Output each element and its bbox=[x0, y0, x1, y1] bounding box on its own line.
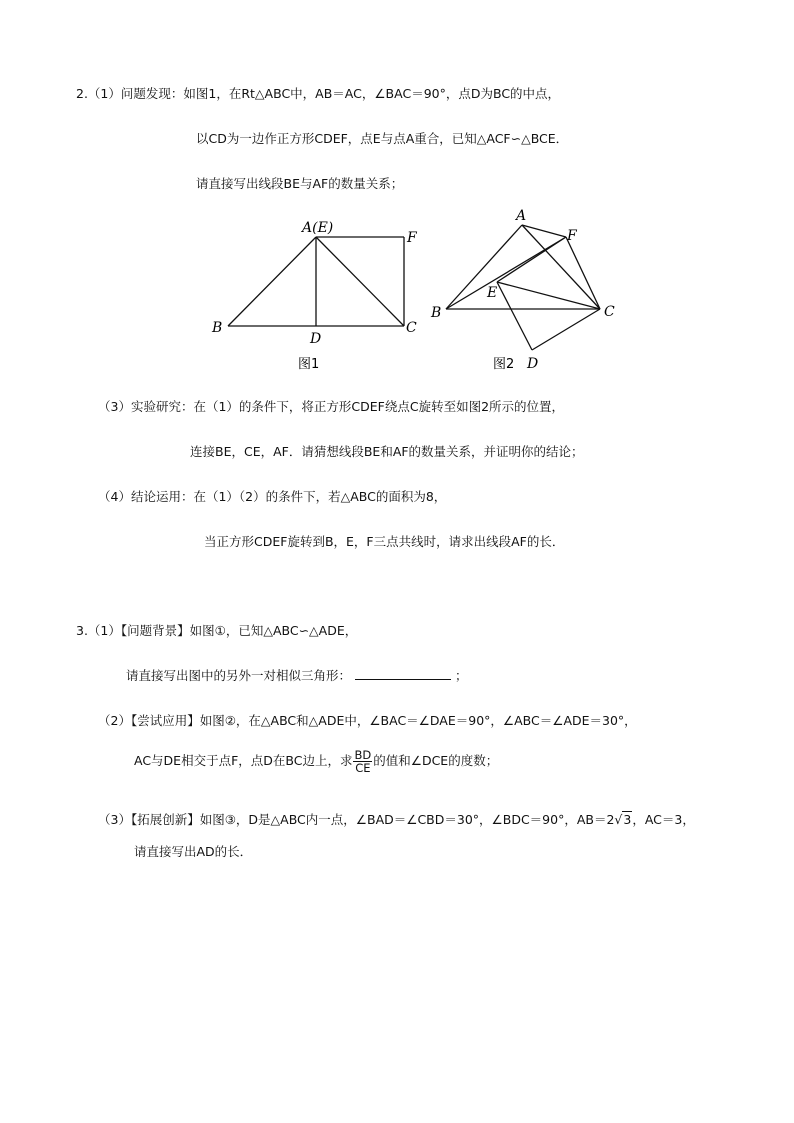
fig1-label-b: B bbox=[212, 320, 223, 336]
q2-line-6: （4）结论运用：在（1）（2）的条件下，若△ABC的面积为8， bbox=[98, 489, 447, 504]
q3-line-2 bbox=[126, 666, 468, 684]
fig1-caption: 图1 bbox=[298, 357, 320, 372]
q3-line-5-text: （3）【拓展创新】如图③，D是△ABC内一点，∠BAD＝∠CBD＝30°，∠BDC＝90°，AB＝2 bbox=[98, 812, 615, 827]
fig2-segment-ef bbox=[497, 237, 566, 282]
q3-line-3: （2）【尝试应用】如图②，在△ABC和△ADE中，∠BAC＝∠DAE＝90°，∠ABC＝∠ADE＝30°， bbox=[98, 713, 637, 728]
fig2-segment-dc bbox=[532, 309, 600, 350]
q3-line-6: 请直接写出AD的长． bbox=[134, 844, 253, 859]
q3-line-2-text: 请直接写出图中的另外一对相似三角形： bbox=[126, 668, 352, 683]
fig1-segment-ac bbox=[316, 237, 404, 326]
fraction-bd-over-ce bbox=[353, 749, 372, 774]
sqrt-expression bbox=[614, 812, 632, 827]
fig2-segment-ab bbox=[446, 225, 522, 309]
figure-2 bbox=[425, 205, 625, 375]
fig2-segment-fc bbox=[566, 237, 600, 309]
fig2-segment-ac bbox=[522, 225, 600, 309]
fig2-caption: 图2 bbox=[493, 357, 515, 372]
q2-line-2: 以CD为一边作正方形CDEF，点E与点A重合，已知△ACF∽△BCE． bbox=[196, 131, 569, 146]
q2-line-1: 2.（1）问题发现：如图1，在Rt△ABC中，AB＝AC，∠BAC＝90°，点D为BC的中点， bbox=[76, 86, 561, 101]
fig1-label-c: C bbox=[406, 320, 417, 336]
q3-line-2-end: ； bbox=[455, 668, 468, 683]
q2-line-7: 当正方形CDEF旋转到B，E，F三点共线时，请求出线段AF的长． bbox=[204, 534, 565, 549]
answer-blank[interactable] bbox=[355, 667, 451, 680]
q3-line-1: 3.（1）【问题背景】如图①，已知△ABC∽△ADE， bbox=[76, 623, 358, 638]
fig2-label-f: F bbox=[567, 228, 577, 244]
q2-line-5: 连接BE，CE，AF．请猜想线段BE和AF的数量关系，并证明你的结论； bbox=[190, 444, 584, 459]
fig1-segment-ab bbox=[228, 237, 316, 326]
q3-line-4-end: 的值和∠DCE的度数； bbox=[373, 753, 499, 768]
fig2-label-d: D bbox=[527, 356, 539, 372]
q2-line-4: （3）实验研究：在（1）的条件下，将正方形CDEF绕点C旋转至如图2所示的位置， bbox=[98, 399, 565, 414]
fig2-segment-af bbox=[522, 225, 566, 237]
fig2-segment-ed bbox=[497, 282, 532, 350]
fraction-numerator: BD bbox=[354, 748, 372, 762]
fig2-label-c: C bbox=[604, 304, 615, 320]
q3-line-5-end: ，AC＝3， bbox=[632, 812, 695, 827]
fig1-label-f: F bbox=[407, 230, 417, 246]
fig1-label-d: D bbox=[310, 331, 322, 347]
q2-line-3: 请直接写出线段BE与AF的数量关系； bbox=[196, 176, 404, 191]
fraction-denominator: CE bbox=[355, 761, 371, 775]
q3-line-4 bbox=[134, 749, 498, 774]
sqrt-radicand: 3 bbox=[623, 812, 632, 827]
fig1-label-a: A(E) bbox=[302, 220, 334, 236]
q3-line-5 bbox=[98, 810, 695, 828]
fig2-label-e: E bbox=[487, 285, 498, 301]
q3-line-4-text: AC与DE相交于点F，点D在BC边上，求 bbox=[134, 753, 353, 768]
figure-1 bbox=[200, 210, 430, 380]
fig2-label-b: B bbox=[431, 305, 442, 321]
fig2-segment-ec bbox=[497, 282, 600, 309]
sqrt-symbol: √ bbox=[614, 812, 623, 827]
fig2-label-a: A bbox=[516, 208, 527, 224]
